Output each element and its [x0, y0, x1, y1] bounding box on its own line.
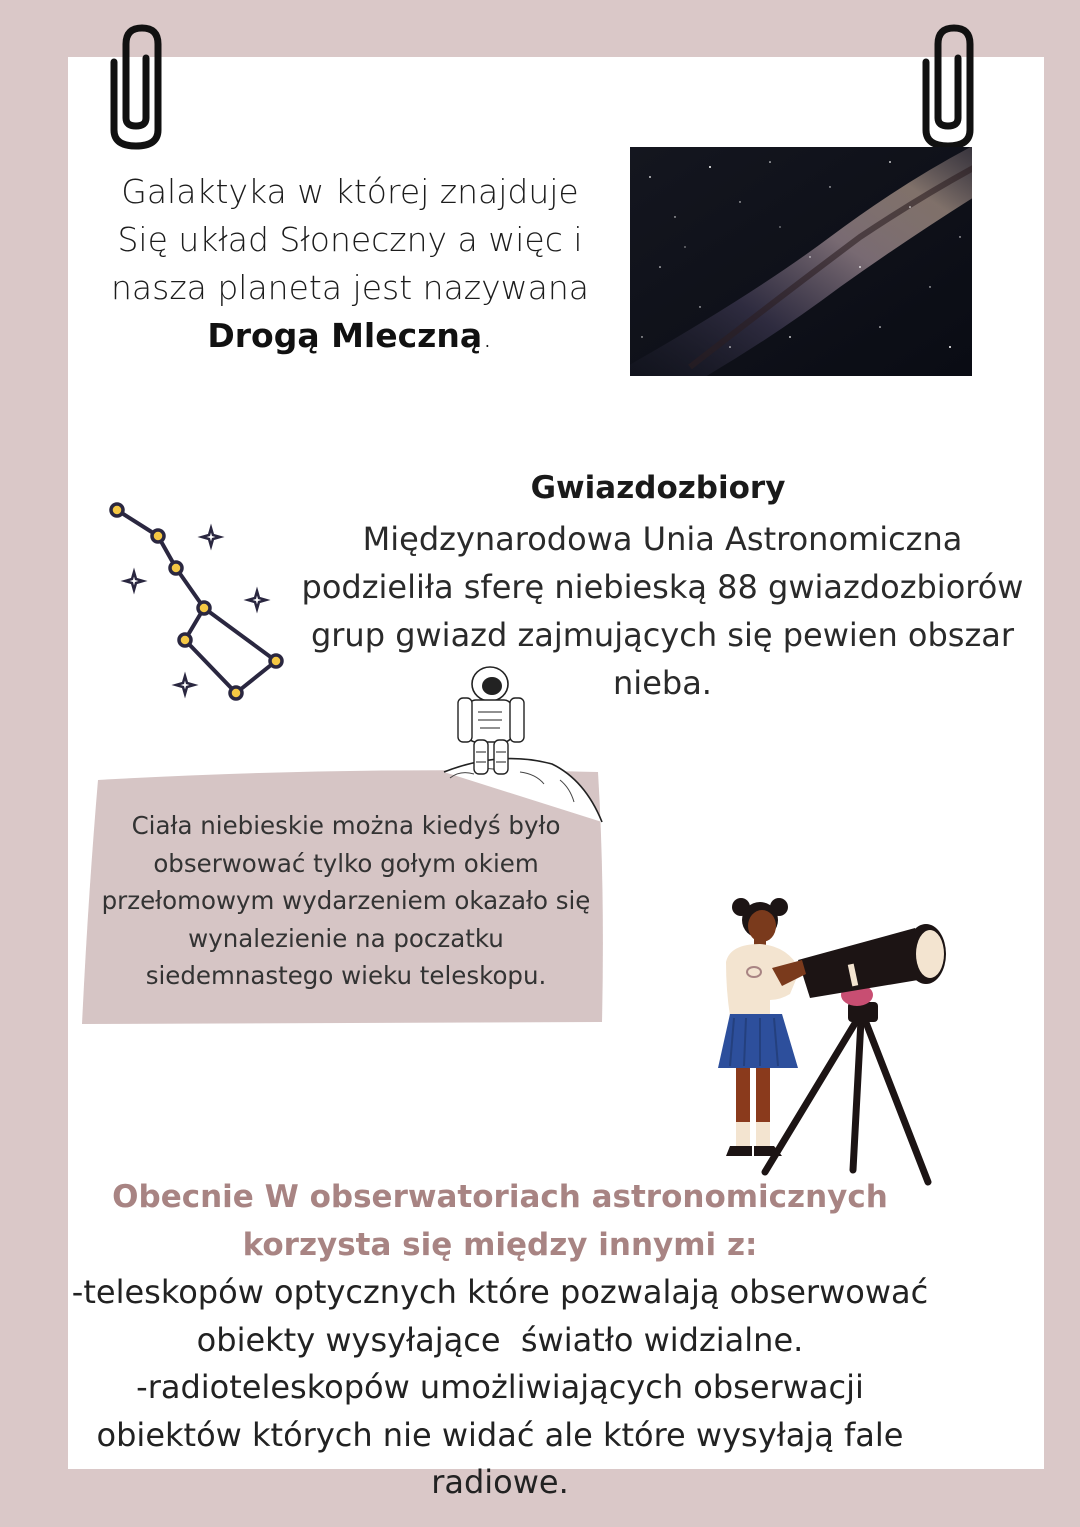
paperclip-icon [912, 22, 984, 152]
intro-paragraph: Galaktyka w której znajduje Się układ Słoneczny a więc i nasza planeta jest nazywana Drogą Mleczną. [110, 172, 589, 355]
observatories-line: -radioteleskopów umożliwiających obserwacji [136, 1368, 864, 1406]
observatories-line: obiektów których nie widać ale które wysyłają fale [96, 1415, 904, 1454]
paperclip-icon [100, 22, 172, 152]
observatories-title: Obecnie W obserwatoriach astronomicznych korzysta się między innymi z: [112, 1179, 888, 1263]
observatories-line: -teleskopów optycznych które pozwalają obserwować [71, 1273, 929, 1311]
note-text: Ciała niebieskie można kiedyś było obserwować tylko gołym okiem przełomowym wydarzeniem okazało się wynalezienie na poczatku siedemnastego wieku teleskopu. [101, 811, 591, 990]
milky-way-term: Drogą Mleczną [207, 316, 483, 355]
observatories-list [60, 1269, 940, 1507]
constellations-title: Gwiazdozbiory [530, 470, 786, 506]
milky-way-photo [630, 147, 972, 376]
constellation-icon [100, 495, 300, 705]
constellations-body: Międzynarodowa Unia Astronomiczna podzieliła sferę niebieską 88 gwiazdozbiorów grup gwiazd zajmujących się pewien obszar nieba. [301, 520, 1024, 702]
observatories-line: obiekty wysyłające światło widzialne. [196, 1320, 804, 1359]
astronaut-illustration [440, 662, 610, 824]
girl-telescope-illustration [690, 890, 960, 1190]
observatories-line: radiowe. [431, 1463, 569, 1501]
